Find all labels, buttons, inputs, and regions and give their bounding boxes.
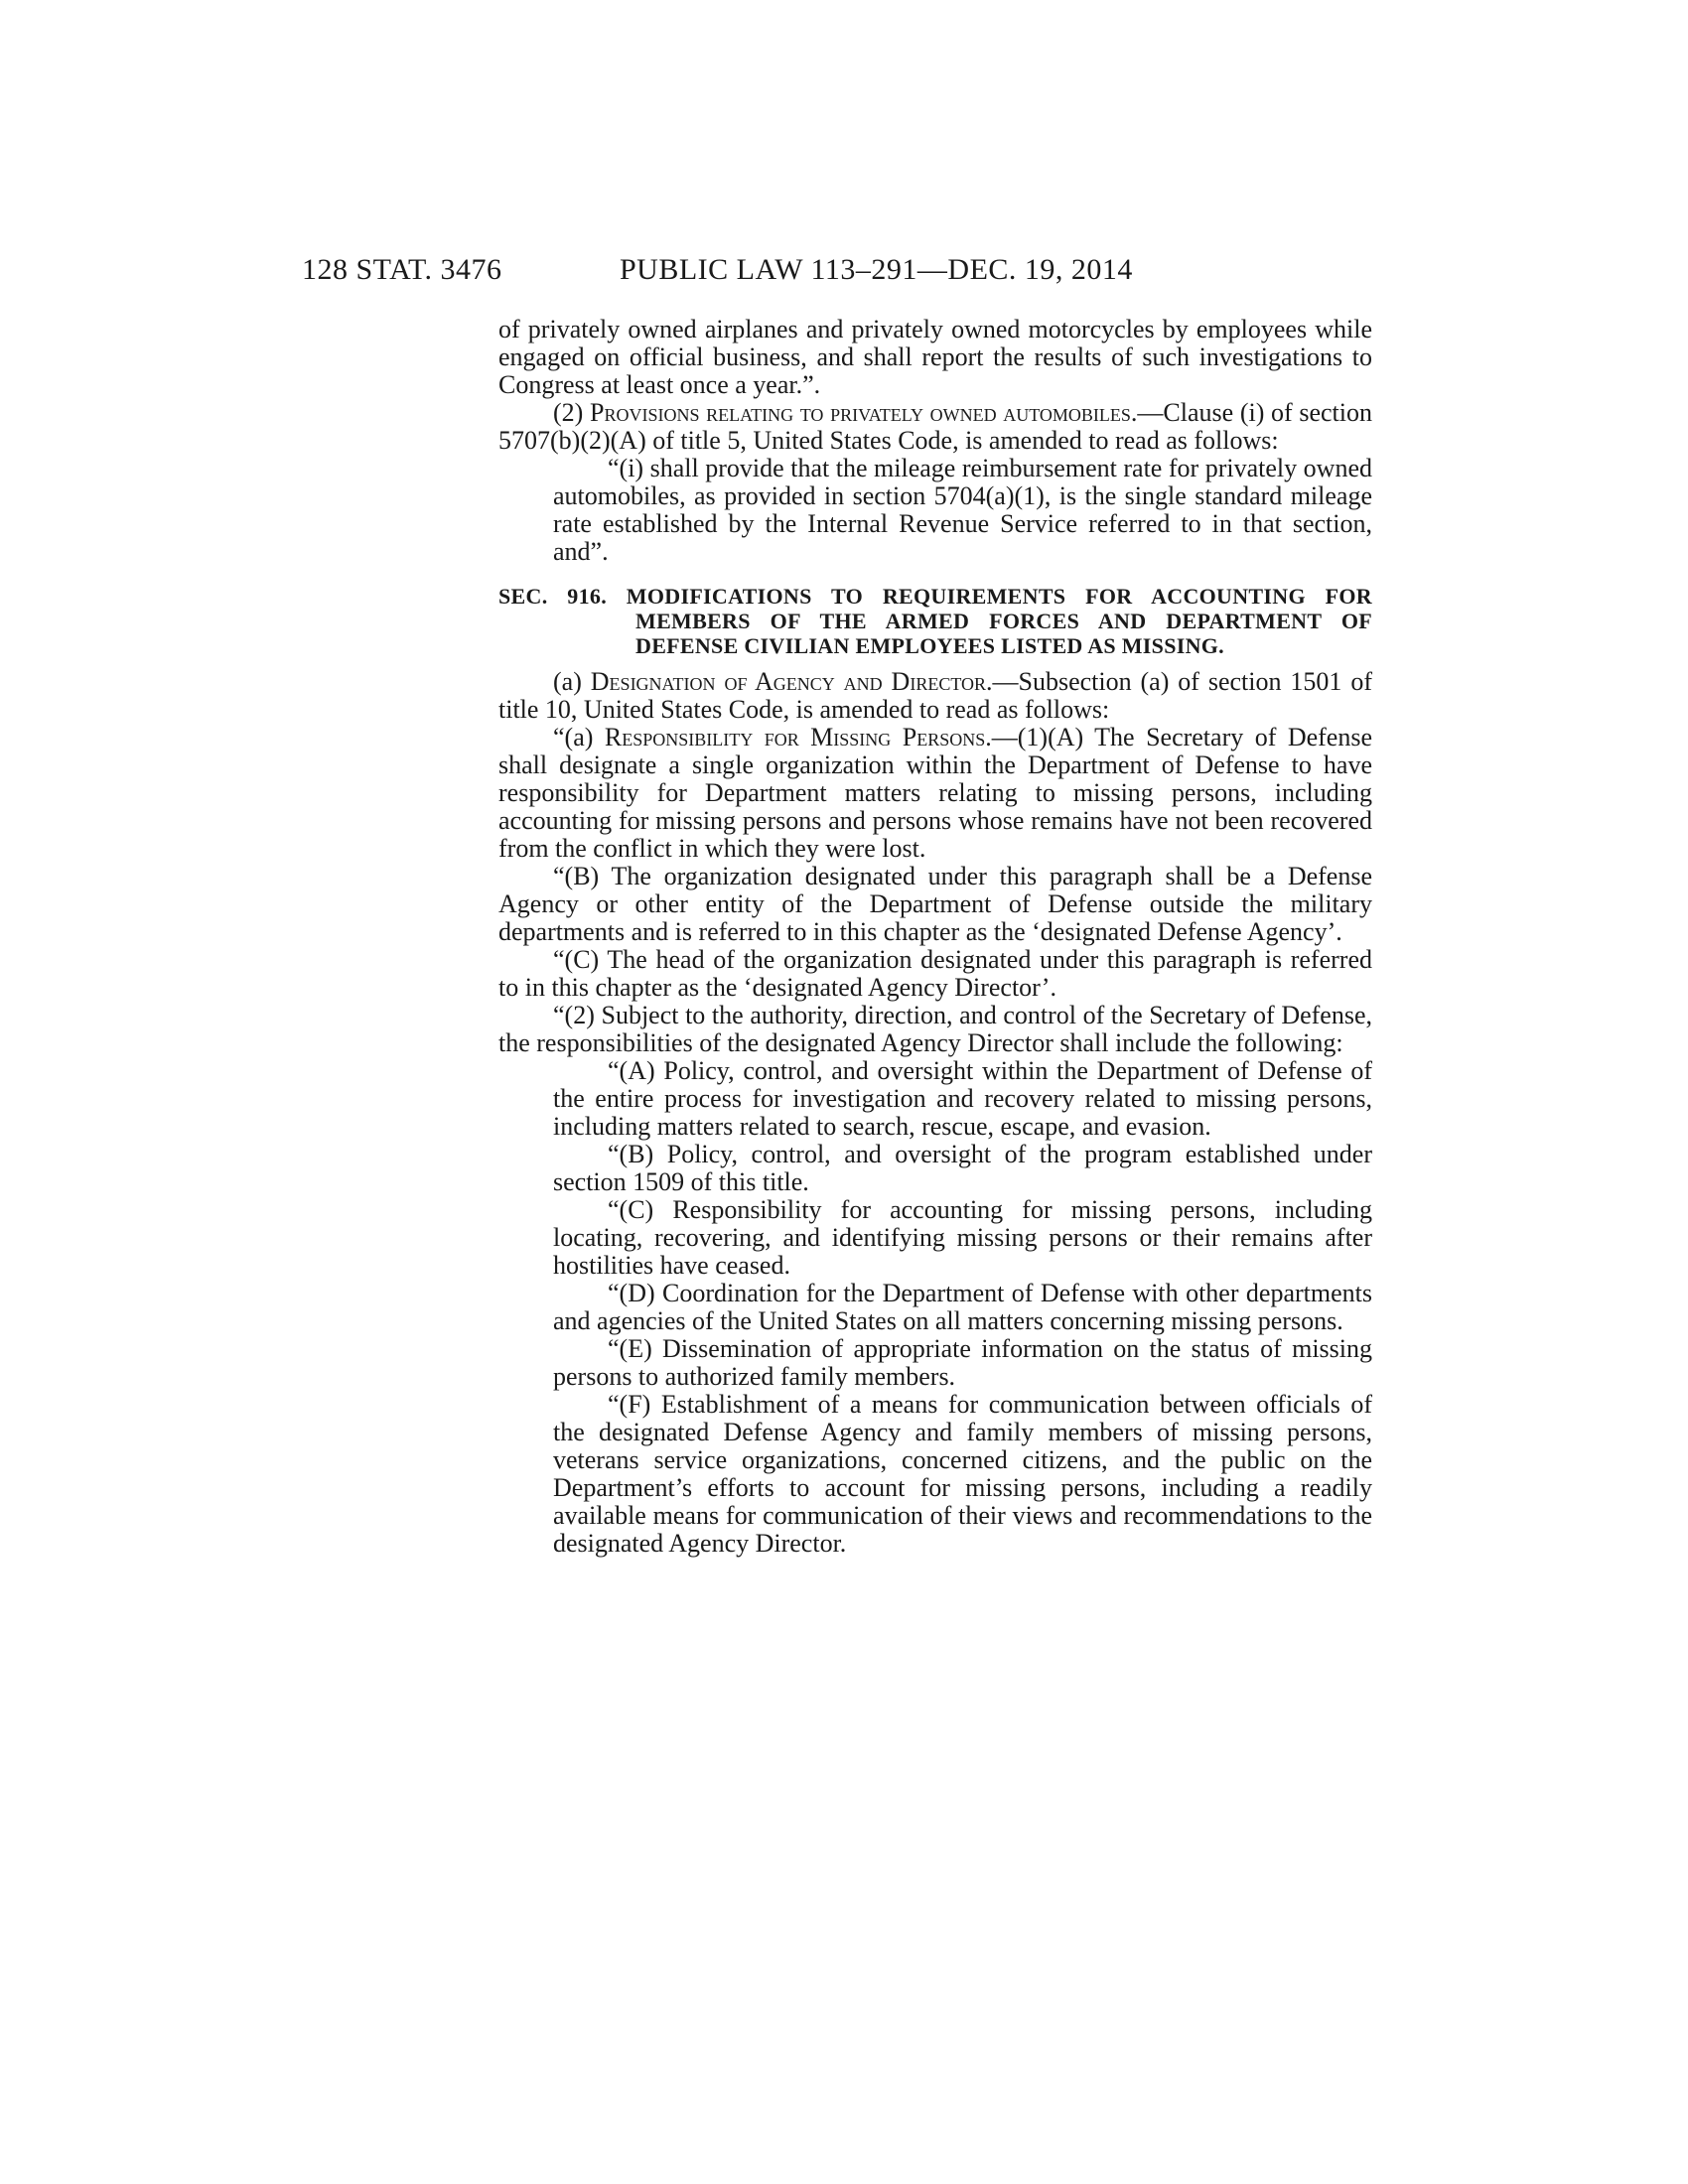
statute-page-reference: 128 STAT. 3476 — [302, 253, 502, 286]
quoted-subsection-a-heading: Responsibility for Missing Persons. — [604, 723, 992, 751]
quoted-item-f: “(F) Establishment of a means for communication between officials of the designated Defense Agency and family members of missing persons, veterans service organizations, concerned citizens, and the public on the Department’s efforts to account for missing persons, including a readily available means for communication of their views and recommendations to the designated Agency Director. — [553, 1390, 1372, 1558]
quoted-subparagraph-b: “(B) The organization designated under this paragraph shall be a Defense Agency or other entity of the Department of Defense outside the military departments and is referred to in this chapter as the ‘designated Defense Agency’. — [498, 862, 1372, 946]
quoted-item-e: “(E) Dissemination of appropriate information on the status of missing persons to authorized family members. — [553, 1334, 1372, 1391]
quoted-subparagraph-c: “(C) The head of the organization designated under this paragraph is referred to in this chapter as the ‘designated Agency Director’. — [498, 945, 1372, 1002]
paragraph-2 — [498, 399, 1372, 455]
paragraph-2-number: (2) — [553, 398, 590, 427]
subsection-a-number: (a) — [553, 667, 591, 696]
subsection-a-heading: Designation of Agency and Director. — [590, 667, 993, 696]
continuation-paragraph: of privately owned airplanes and privately owned motorcycles by employees while engaged on official business, and shall report the results of such investigations to Congress at least once a year.”. — [498, 315, 1372, 399]
quoted-clause-i: “(i) shall provide that the mileage reimbursement rate for privately owned automobiles, as provided in section 5704(a)(1), is the single standard mileage rate established by the Internal Revenue Service referred to in that section, and”. — [553, 454, 1372, 566]
quoted-item-c: “(C) Responsibility for accounting for missing persons, including locating, recovering, and identifying missing persons or their remains after hostilities have ceased. — [553, 1195, 1372, 1280]
quoted-subsection-a — [498, 724, 1372, 863]
subsection-a — [498, 668, 1372, 724]
quoted-subsection-a-text: —(1)(A) The Secretary of Defense shall designate a single organization within the Department of Defense to have responsibility for Department matters relating to missing persons, including accounting for missing persons and persons whose remains have not been recovered from the conflict in which they were lost. — [498, 723, 1373, 863]
paragraph-2-heading: Provisions relating to privately owned automobiles. — [589, 398, 1138, 427]
quoted-item-d: “(D) Coordination for the Department of Defense with other departments and agencies of the United States on all matters concerning missing persons. — [553, 1279, 1372, 1335]
public-law-title: PUBLIC LAW 113–291—DEC. 19, 2014 — [620, 253, 1133, 286]
quoted-item-b: “(B) Policy, control, and oversight of the program established under section 1509 of this title. — [553, 1140, 1372, 1196]
paragraph-2-text: —Clause (i) of section 5707(b)(2)(A) of title 5, United States Code, is amended to read as follows: — [498, 398, 1372, 455]
document-body — [498, 316, 1372, 1558]
subsection-a-text: —Subsection (a) of section 1501 of title 10, United States Code, is amended to read as follows: — [498, 667, 1372, 724]
section-916-heading: SEC. 916. MODIFICATIONS TO REQUIREMENTS FOR ACCOUNTING FOR MEMBERS OF THE ARMED FORCES AND DEPARTMENT OF DEFENSE CIVILIAN EMPLOYEES LISTED AS MISSING. — [498, 584, 1372, 658]
page-header — [302, 250, 1374, 290]
quoted-subsection-a-open: “(a) — [553, 723, 605, 751]
quoted-paragraph-2: “(2) Subject to the authority, direction, and control of the Secretary of Defense, the responsibilities of the designated Agency Director shall include the following: — [498, 1001, 1372, 1057]
quoted-item-a: “(A) Policy, control, and oversight within the Department of Defense of the entire process for investigation and recovery related to missing persons, including matters related to search, rescue, escape, and evasion. — [553, 1056, 1372, 1141]
